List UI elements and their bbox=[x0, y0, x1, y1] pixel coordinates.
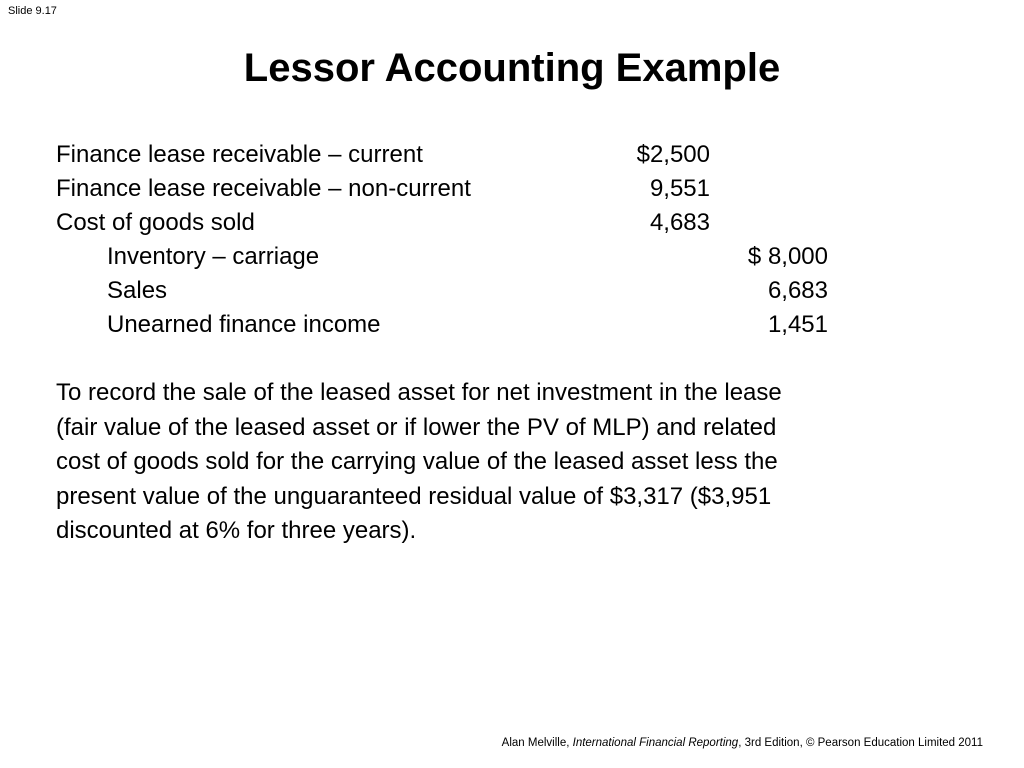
explanation-line: present value of the unguaranteed residual value of $3,317 ($3,951 bbox=[56, 482, 772, 510]
credit-amount: 6,683 bbox=[767, 277, 828, 304]
credit-amount: $ 8,000 bbox=[747, 243, 828, 270]
debit-amount: $2,500 bbox=[636, 141, 710, 168]
account-name: Finance lease receivable – current bbox=[56, 141, 423, 168]
footer-author: Alan Melville, bbox=[501, 737, 573, 749]
slide-number: Slide 9.17 bbox=[8, 5, 57, 17]
explanation-line: To record the sale of the leased asset for net investment in the lease bbox=[56, 379, 782, 406]
explanation-line: cost of goods sold for the carrying value of the leased asset less the bbox=[56, 448, 778, 475]
account-name: Cost of goods sold bbox=[56, 209, 255, 236]
account-name: Sales bbox=[107, 277, 168, 304]
debit-amount: 4,683 bbox=[649, 209, 710, 236]
slide-title: Lessor Accounting Example bbox=[243, 46, 781, 90]
footer-edition: , 3rd Edition, © Pearson Education Limited 2011 bbox=[738, 737, 983, 749]
credit-amount: 1,451 bbox=[767, 311, 828, 338]
footer-citation bbox=[502, 737, 983, 749]
explanation-line: (fair value of the leased asset or if lower the PV of MLP) and related bbox=[56, 413, 777, 441]
explanation-line: discounted at 6% for three years). bbox=[56, 517, 417, 544]
account-name: Finance lease receivable – non-current bbox=[56, 175, 471, 202]
account-name: Unearned finance income bbox=[107, 311, 381, 338]
entry-explanation bbox=[56, 376, 936, 549]
footer-book-title: International Financial Reporting bbox=[572, 737, 739, 749]
account-name: Inventory – carriage bbox=[107, 243, 320, 270]
debit-amount: 9,551 bbox=[649, 175, 710, 202]
